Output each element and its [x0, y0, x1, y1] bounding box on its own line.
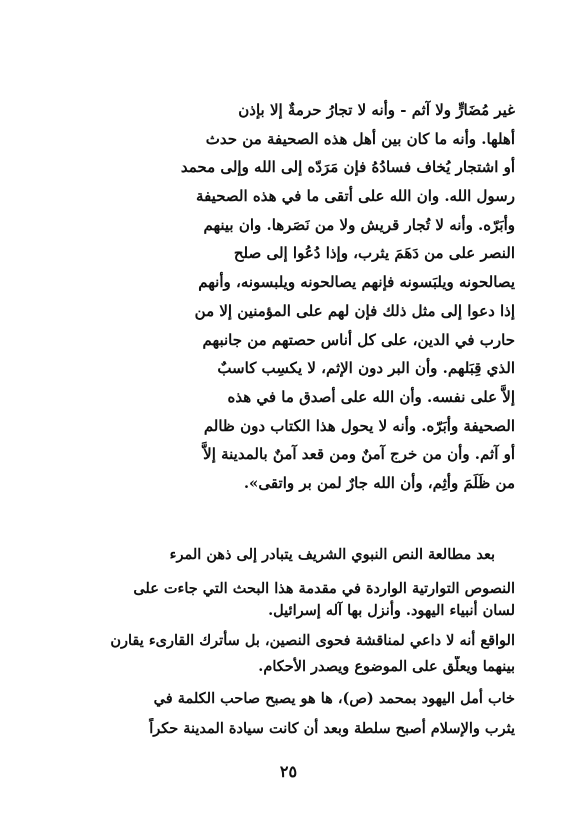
- quote-line: وأبَرّه. وأنه لا تُجار قريش ولا من نَصَرها. وان بينهم: [203, 215, 515, 234]
- commentary-line: النصوص التوارتية الواردة في مقدمة هذا البحث التي جاءت على: [133, 580, 515, 597]
- quote-line: إلاَّ على نفسه. وأن الله على أصدق ما في هذه: [227, 387, 515, 406]
- commentary-line: الواقع أنه لا داعي لمناقشة فحوى النصين، بل سأترك القارىء يقارن: [110, 632, 515, 649]
- commentary-line: خاب أمل اليهود بمحمد (ص)، ها هو يصبح صاحب الكلمة في: [153, 690, 515, 707]
- quote-line: إذا دعوا إلى مثل ذلك فإن لهم على المؤمنين إلا من: [194, 301, 515, 320]
- quote-line: يصالحونه ويلبَسونه فإنهم يصالحونه ويلبسونه، وأنهم: [198, 273, 515, 292]
- quote-line: أهلها. وأنه ما كان بين أهل هذه الصحيفة من حدث: [205, 129, 515, 148]
- quote-line: الذي قِبَلهم. وأن البر دون الإثم، لا يكسِب كاسبٌ: [217, 359, 515, 378]
- quote-line: من ظَلَمَ وأثِم، وأن الله جارٌ لمن بر واتقى».: [243, 473, 515, 492]
- page-number: ٢٥: [279, 762, 298, 781]
- commentary-line: لسان أنبياء اليهود. وأنزل بها آله إسرائيل.: [268, 602, 515, 619]
- quote-line: الصحيفة وأبَرّه. وأنه لا يحول هذا الكتاب دون ظالم: [203, 416, 515, 435]
- quote-line: غير مُضَارٍّ ولا آثم - وأنه لا تجارُ حرمةٌ إلا بإذن: [238, 101, 515, 119]
- quote-line: أو اشتجار يُخاف فسادُهُ فإن مَرَدّه إلى الله وإلى محمد: [180, 158, 515, 177]
- quoted-text-block: [100, 96, 515, 498]
- quote-line: النصر على من دَهَمَ يثرب، وإذا دُعُوا إلى صلح: [233, 244, 515, 263]
- commentary-block: [72, 544, 515, 744]
- quote-line: رسول الله. وان الله على أتقى ما في هذه الصحيفة: [196, 187, 515, 206]
- quote-line: حارب في الدين، على كل أناس حصتهم من جانبهم: [202, 330, 515, 349]
- commentary-line: بعد مطالعة النص النبوي الشريف يتبادر إلى ذهن المرء: [169, 546, 495, 563]
- commentary-line: بينهما ويعلّق على الموضوع ويصدر الأحكام.: [258, 658, 515, 675]
- commentary-line: يثرب والإسلام أصبح سلطة وبعد أن كانت سيادة المدينة حكراً: [149, 720, 515, 737]
- quote-line: أو آثم. وأن من خرج آمنٌ ومن قعد آمنٌ بالمدينة إلاَّ: [203, 445, 515, 464]
